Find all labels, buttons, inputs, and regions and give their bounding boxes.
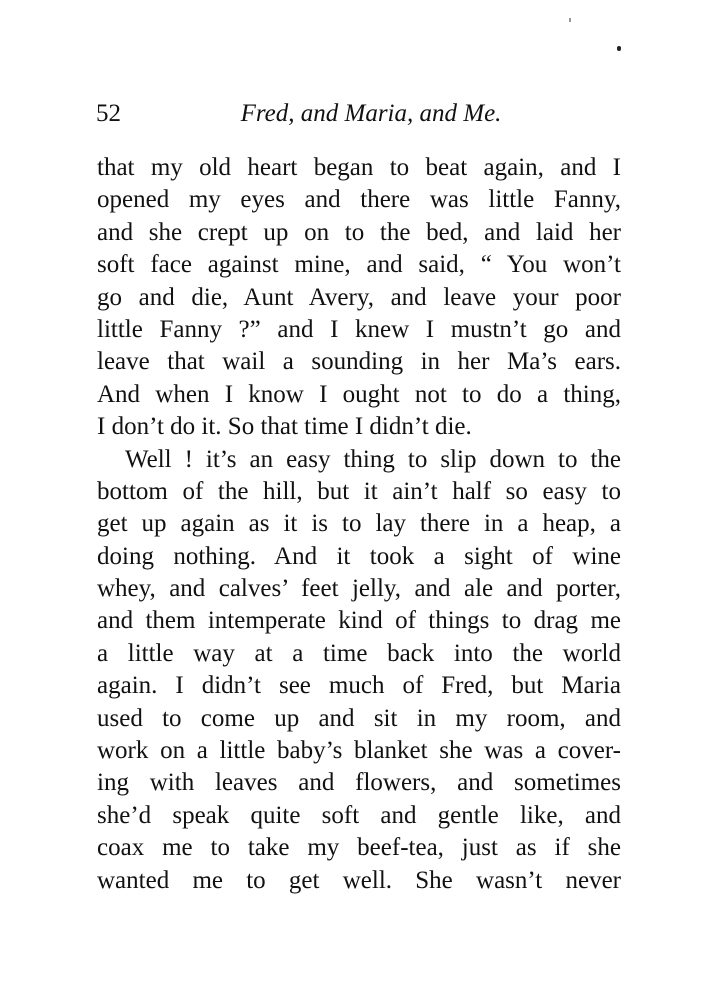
paragraph-1	[97, 152, 621, 444]
text-line: that my old heart began to beat again, and I	[97, 154, 621, 181]
text-line: coax me to take my beef-tea, just as if she	[97, 834, 621, 862]
text-line: And when I know I ought not to do a thing,	[97, 380, 621, 408]
text-line: Well ! it’s an easy thing to slip down to the	[125, 445, 621, 473]
print-speck	[569, 18, 571, 22]
text-line: soft face against mine, and said, “ You won’t	[97, 251, 621, 279]
paragraph-2	[97, 444, 621, 897]
page-header	[96, 100, 626, 134]
text-line: little Fanny ?” and I knew I mustn’t go and	[97, 315, 621, 343]
text-line: and she crept up on to the bed, and laid her	[97, 218, 621, 246]
text-line: used to come up and sit in my room, and	[97, 704, 621, 732]
text-line: wanted me to get well. She wasn’t never	[97, 866, 621, 894]
text-line: go and die, Aunt Avery, and leave your poor	[97, 283, 621, 311]
text-line: and them intemperate kind of things to drag me	[97, 607, 621, 635]
page-number: 52	[96, 100, 121, 127]
text-line: she’d speak quite soft and gentle like, and	[97, 801, 621, 829]
text-line: opened my eyes and there was little Fanny,	[97, 186, 621, 214]
text-line: whey, and calves’ feet jelly, and ale and porter,	[97, 575, 621, 603]
print-speck	[617, 46, 621, 51]
text-line: a little way at a time back into the world	[97, 639, 621, 667]
text-line: work on a little baby’s blanket she was a cover-	[97, 737, 621, 765]
running-title: Fred, and Maria, and Me.	[240, 100, 502, 127]
text-line: again. I didn’t see much of Fred, but Maria	[97, 672, 621, 700]
text-line: ing with leaves and flowers, and sometimes	[97, 769, 621, 797]
text-line: get up again as it is to lay there in a heap, a	[97, 510, 621, 538]
body-text	[97, 152, 621, 897]
text-line: I don’t do it. So that time I didn’t die.	[97, 413, 472, 441]
text-line: bottom of the hill, but it ain’t half so easy to	[97, 477, 621, 505]
text-line: doing nothing. And it took a sight of wine	[97, 542, 621, 570]
text-line: leave that wail a sounding in her Ma’s ears.	[97, 348, 621, 376]
